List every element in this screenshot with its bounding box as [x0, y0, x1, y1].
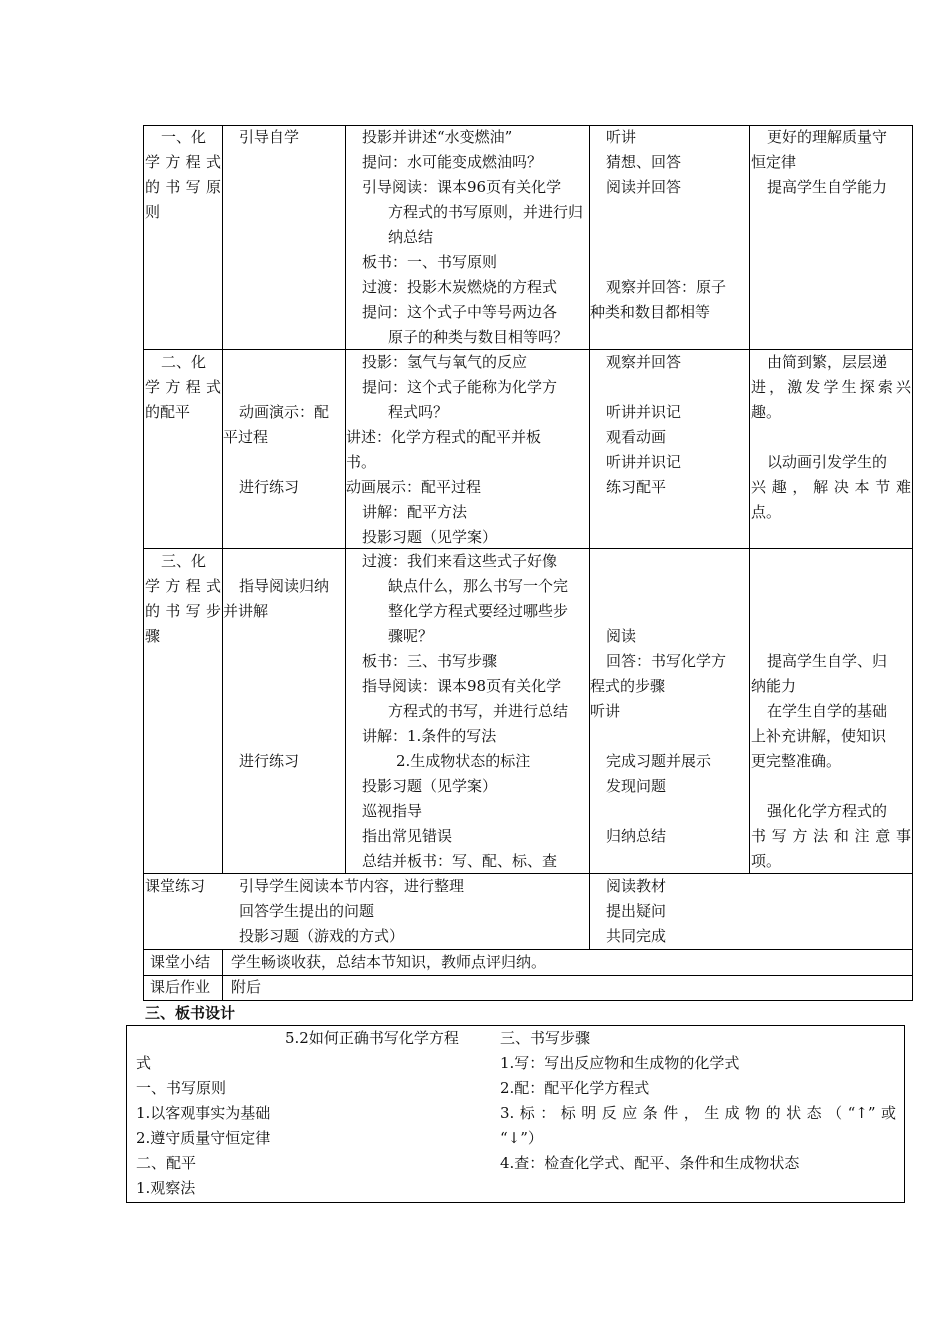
row1-topic-line: 则	[145, 203, 161, 221]
row3-teacher-line: 过渡：我们来看这些式子好像	[362, 552, 558, 570]
row1-teacher-line: 提问：水可能变成燃油吗？	[362, 153, 543, 171]
homework-text: 附后	[231, 978, 262, 996]
board-left-line: 1.观察法	[136, 1179, 196, 1197]
table-border-right	[912, 125, 913, 1001]
row1-method-cell	[239, 125, 343, 150]
row3-method-line	[223, 699, 344, 724]
row3-topic-line: 学方程式	[145, 577, 221, 595]
row1-teacher-line: 板书：一、书写原则	[362, 253, 498, 271]
row1-student-line	[590, 250, 748, 275]
summary-label-cell	[150, 950, 222, 975]
row2-intent-line	[751, 425, 911, 450]
row2-teacher-line: 讲述：化学方程式的配平并板	[346, 428, 542, 446]
row1-topic-line: 学方程式	[145, 153, 221, 171]
board-left-column	[136, 1051, 496, 1201]
row3-topic-line: 骤	[145, 627, 161, 645]
row3-student-line: 阅读	[606, 627, 637, 645]
board-right-line: 1.写：写出反应物和生成物的化学式	[500, 1054, 740, 1072]
row2-teacher-line: 讲解：配平方法	[362, 503, 468, 521]
row3-teacher-line: 2.生成物状态的标注	[396, 752, 531, 770]
board-design-heading: 三、板书设计	[145, 1004, 236, 1022]
row1-topic-line: 的书写原	[145, 178, 221, 196]
board-design-box	[126, 1025, 905, 1203]
table-border-left	[143, 125, 144, 1001]
row3-intent-line: 上补充讲解，使知识	[751, 727, 887, 745]
row3-teacher-line: 指出常见错误	[362, 827, 453, 845]
board-left-line: 2.遵守质量守恒定律	[136, 1129, 271, 1147]
row3-student-line: 归纳总结	[606, 827, 667, 845]
row2-student-line: 观看动画	[606, 428, 667, 446]
row3-topic-line: 三、化	[161, 552, 207, 570]
summary-text: 学生畅谈收获，总结本节知识，教师点评归纳。	[231, 953, 547, 971]
row1-student-line: 种类和数目都相等	[590, 303, 711, 321]
homework-text-cell	[231, 975, 901, 1000]
row1-student-line	[590, 225, 748, 250]
row3-teacher-line: 板书：三、书写步骤	[362, 652, 498, 670]
row3-student-line: 回答：书写化学方	[606, 652, 727, 670]
row3-student-line: 完成习题并展示	[606, 752, 712, 770]
row2-student-line: 听讲并识记	[606, 453, 682, 471]
practice-teacher-cell	[239, 874, 584, 949]
row1-student-line: 猜想、回答	[606, 153, 682, 171]
board-right-title: 三、书写步骤	[500, 1029, 591, 1047]
board-right-line: 2.配：配平化学方程式	[500, 1079, 650, 1097]
row2-topic-line: 的配平	[145, 403, 191, 421]
column-divider	[749, 125, 750, 874]
row3-teacher-line: 整化学方程式要经过哪些步	[388, 602, 569, 620]
row3-student-line	[590, 799, 748, 824]
board-left-line: 一、书写原则	[136, 1079, 227, 1097]
board-right-line: 4.查：检查化学式、配平、条件和生成物状态	[500, 1154, 800, 1172]
row3-intent-line: 纳能力	[751, 677, 797, 695]
homework-label: 课后作业	[150, 978, 211, 996]
row3-topic-line: 的书写步	[145, 602, 221, 620]
row1-teacher-line: 方程式的书写原则，并进行归	[388, 203, 584, 221]
row3-teacher-line: 讲解：1.条件的写法	[362, 727, 497, 745]
row3-student-cell	[590, 549, 748, 849]
row2-topic-cell	[145, 350, 221, 425]
row2-method-line	[223, 450, 344, 475]
board-right-column	[500, 1026, 896, 1176]
board-title-continued: 式	[136, 1054, 152, 1072]
row2-method-line: 进行练习	[239, 478, 300, 496]
row2-intent-cell	[751, 350, 911, 525]
row3-teacher-line: 指导阅读：课本98页有关化学	[362, 677, 562, 695]
row3-method-line	[223, 724, 344, 749]
row2-teacher-line: 书。	[346, 453, 377, 471]
practice-student-cell	[606, 874, 746, 949]
homework-label-cell	[150, 975, 222, 1000]
row3-teacher-line: 缺点什么，那么书写一个完	[388, 577, 569, 595]
row2-teacher-line: 提问：这个式子能称为化学方	[362, 378, 558, 396]
row1-teacher-line: 过渡：投影木炭燃烧的方程式	[362, 278, 558, 296]
row3-method-line	[223, 624, 344, 649]
row3-teacher-line: 投影习题（见学案）	[362, 777, 498, 795]
row1-topic-line: 一、化	[161, 128, 207, 146]
board-title: 5.2如何正确书写化学方程	[285, 1029, 459, 1047]
summary-text-cell	[231, 950, 901, 975]
row3-method-line	[223, 674, 344, 699]
row2-student-cell	[590, 350, 748, 500]
practice-student-line: 阅读教材	[606, 877, 667, 895]
row1-teacher-cell	[346, 125, 594, 350]
row3-intent-line	[751, 574, 911, 599]
row3-teacher-cell	[346, 549, 594, 874]
row1-student-line	[590, 200, 748, 225]
row3-intent-line: 书写方法和注意事	[751, 827, 911, 845]
row3-method-cell	[223, 549, 344, 774]
board-left-line: 二、配平	[136, 1154, 197, 1172]
row2-student-line: 观察并回答	[606, 353, 682, 371]
column-divider	[222, 949, 223, 1001]
row2-student-line: 练习配平	[606, 478, 667, 496]
row1-intent-line: 更好的理解质量守	[767, 128, 888, 146]
table-border-bottom	[143, 1000, 913, 1001]
row1-intent-cell	[751, 125, 911, 200]
row3-student-line: 发现问题	[606, 777, 667, 795]
row2-teacher-line: 投影习题（见学案）	[362, 528, 498, 546]
row3-intent-line: 提高学生自学、归	[767, 652, 888, 670]
row3-method-line	[223, 549, 344, 574]
row1-teacher-line: 纳总结	[388, 228, 434, 246]
board-right-line: “↓”）	[500, 1129, 543, 1147]
practice-student-line: 共同完成	[606, 927, 667, 945]
row2-teacher-line: 投影：氢气与氧气的反应	[362, 353, 528, 371]
row1-student-line: 听讲	[606, 128, 637, 146]
row1-intent-line: 提高学生自学能力	[767, 178, 888, 196]
practice-teacher-line: 回答学生提出的问题	[239, 902, 375, 920]
row3-intent-line: 在学生自学的基础	[767, 702, 888, 720]
row2-method-cell	[223, 350, 344, 500]
row2-intent-line: 趣。	[751, 403, 782, 421]
row2-student-line: 听讲并识记	[606, 403, 682, 421]
row2-intent-line: 以动画引发学生的	[767, 453, 888, 471]
row2-method-line: 动画演示：配	[239, 403, 330, 421]
row3-student-line: 程式的步骤	[590, 677, 666, 695]
row3-student-line	[590, 574, 748, 599]
row3-intent-line	[751, 774, 911, 799]
row2-method-line	[223, 375, 344, 400]
row3-intent-line	[751, 599, 911, 624]
row2-intent-line: 由简到繁，层层递	[767, 353, 888, 371]
row3-teacher-line: 骤呢？	[388, 627, 434, 645]
board-left-line: 1.以客观事实为基础	[136, 1104, 271, 1122]
row3-teacher-line: 方程式的书写，并进行总结	[388, 702, 569, 720]
row3-intent-line: 强化化学方程式的	[767, 802, 888, 820]
row3-teacher-line: 巡视指导	[362, 802, 423, 820]
row3-intent-cell	[751, 549, 911, 874]
row3-teacher-line: 总结并板书：写、配、标、查	[362, 852, 558, 870]
row2-method-line	[223, 350, 344, 375]
row2-topic-line: 二、化	[161, 353, 207, 371]
row1-teacher-line: 原子的种类与数目相等吗？	[388, 328, 569, 346]
row1-student-line: 阅读并回答	[606, 178, 682, 196]
summary-label: 课堂小结	[150, 953, 211, 971]
row3-student-line	[590, 599, 748, 624]
row3-intent-line: 更完整准确。	[751, 752, 842, 770]
row3-topic-cell	[145, 549, 221, 649]
row2-topic-line: 学方程式	[145, 378, 221, 396]
row3-method-line: 并讲解	[223, 602, 269, 620]
row3-method-line	[223, 649, 344, 674]
board-right-line: 3.标：标明反应条件，生成物的状态（“↑”或	[500, 1104, 896, 1122]
row2-intent-line: 点。	[751, 503, 782, 521]
row3-student-line	[590, 724, 748, 749]
row2-intent-line: 进，激发学生探索兴	[751, 378, 911, 396]
row3-student-line	[590, 549, 748, 574]
row3-student-line: 听讲	[590, 702, 621, 720]
row1-student-cell	[590, 125, 748, 325]
row3-intent-line	[751, 549, 911, 574]
practice-teacher-line: 投影习题（游戏的方式）	[239, 927, 405, 945]
row1-intent-line: 恒定律	[751, 153, 797, 171]
row1-teacher-line: 投影并讲述“水变燃油”	[362, 128, 513, 146]
row1-method-line: 引导自学	[239, 128, 300, 146]
board-title-cell	[285, 1026, 495, 1051]
row2-teacher-line: 动画展示：配平过程	[346, 478, 482, 496]
row2-intent-line: 兴趣，解决本节难	[751, 478, 911, 496]
practice-teacher-line: 引导学生阅读本节内容，进行整理	[239, 877, 465, 895]
practice-label-cell	[145, 874, 221, 899]
row2-student-line	[590, 375, 748, 400]
row2-teacher-cell	[346, 350, 594, 550]
row3-intent-line	[751, 624, 911, 649]
row1-teacher-line: 引导阅读：课本96页有关化学	[362, 178, 562, 196]
row3-intent-line: 项。	[751, 852, 782, 870]
row2-teacher-line: 程式吗？	[388, 403, 449, 421]
row1-topic-cell	[145, 125, 221, 225]
row3-method-line: 指导阅读归纳	[239, 577, 330, 595]
practice-student-line: 提出疑问	[606, 902, 667, 920]
row1-teacher-line: 提问：这个式子中等号两边各	[362, 303, 558, 321]
row1-student-line: 观察并回答：原子	[606, 278, 727, 296]
row2-method-line: 平过程	[223, 428, 269, 446]
practice-label: 课堂练习	[145, 877, 206, 895]
row3-method-line: 进行练习	[239, 752, 300, 770]
